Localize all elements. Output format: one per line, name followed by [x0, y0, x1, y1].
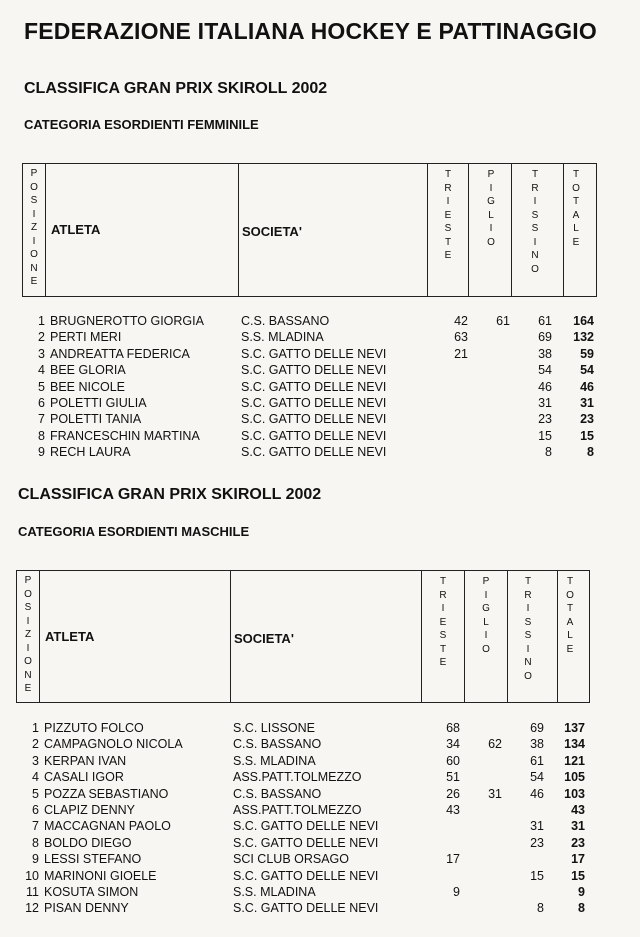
document-title: FEDERAZIONE ITALIANA HOCKEY E PATTINAGGIO: [24, 18, 597, 44]
table-row: 12 PISAN DENNY S.C. GATTO DELLE NEVI 8 8: [25, 901, 585, 916]
table-row: 1 BRUGNEROTTO GIORGIA C.S. BASSANO 42 61 61 164: [38, 314, 594, 328]
table-row: 5 BEE NICOLE S.C. GATTO DELLE NEVI 46 46: [38, 379, 594, 394]
header-trissino: T R I S S I N O: [524, 576, 532, 682]
table-row: 3 KERPAN IVAN S.S. MLADINA 60 61 121: [32, 753, 585, 768]
results-list-femminile: [0, 313, 640, 461]
header-posizione: P O S I Z I O N E: [30, 168, 38, 287]
table-row: 7 POLETTI TANIA S.C. GATTO DELLE NEVI 23 23: [38, 412, 594, 427]
table-row: 4 BEE GLORIA S.C. GATTO DELLE NEVI 54 54: [38, 363, 594, 378]
header-societa: SOCIETA': [234, 631, 294, 646]
table-row: 9 LESSI STEFANO SCI CLUB ORSAGO 17 17: [32, 852, 585, 867]
table-row: 5 POZZA SEBASTIANO C.S. BASSANO 26 31 46 103: [32, 786, 585, 801]
results-header-femminile: [22, 163, 597, 297]
table-row: 2 PERTI MERI S.S. MLADINA 63 69 132: [38, 330, 594, 345]
header-piglio: P I G L I O: [487, 169, 495, 248]
header-atleta: ATLETA: [45, 629, 95, 644]
table-row: 10 MARINONI GIOELE S.C. GATTO DELLE NEVI 15 15: [25, 868, 585, 883]
results-header-maschile: [16, 570, 590, 703]
header-trissino: T R I S S I N O: [531, 169, 539, 275]
category-title-femminile: CATEGORIA ESORDIENTI FEMMINILE: [24, 117, 259, 132]
header-atleta: ATLETA: [51, 222, 101, 237]
header-societa: SOCIETA': [242, 224, 302, 239]
header-totale: T O T A L E: [566, 576, 574, 655]
results-list-maschile: [0, 720, 640, 917]
table-row: 9 RECH LAURA S.C. GATTO DELLE NEVI 8 8: [38, 445, 594, 460]
table-row: 7 MACCAGNAN PAOLO S.C. GATTO DELLE NEVI 31 31: [32, 819, 585, 834]
table-row: 8 BOLDO DIEGO S.C. GATTO DELLE NEVI 23 23: [32, 835, 585, 850]
table-row: 6 POLETTI GIULIA S.C. GATTO DELLE NEVI 31 31: [38, 395, 594, 410]
section-title-maschile: CLASSIFICA GRAN PRIX SKIROLL 2002: [18, 486, 322, 503]
header-trieste: T R I E S T E: [439, 576, 447, 668]
table-row: 1 PIZZUTO FOLCO S.C. LISSONE 68 69 137: [32, 721, 585, 735]
header-piglio: P I G L I O: [482, 576, 490, 655]
header-trieste: T R I E S T E: [444, 169, 452, 261]
table-row: 3 ANDREATTA FEDERICA S.C. GATTO DELLE NEVI 21 38 59: [38, 346, 594, 361]
header-totale: T O T A L E: [572, 169, 580, 248]
table-row: 6 CLAPIZ DENNY ASS.PATT.TOLMEZZO 43 43: [32, 802, 585, 817]
category-title-maschile: CATEGORIA ESORDIENTI MASCHILE: [18, 524, 250, 539]
table-row: 8 FRANCESCHIN MARTINA S.C. GATTO DELLE NEVI 15 15: [38, 428, 594, 443]
table-row: 4 CASALI IGOR ASS.PATT.TOLMEZZO 51 54 105: [32, 770, 585, 785]
header-posizione: P O S I Z I O N E: [24, 575, 32, 694]
table-row: 2 CAMPAGNOLO NICOLA C.S. BASSANO 34 62 38 134: [32, 737, 585, 752]
section-title-femminile: CLASSIFICA GRAN PRIX SKIROLL 2002: [24, 80, 328, 97]
table-row: 11 KOSUTA SIMON S.S. MLADINA 9 9: [26, 884, 585, 899]
